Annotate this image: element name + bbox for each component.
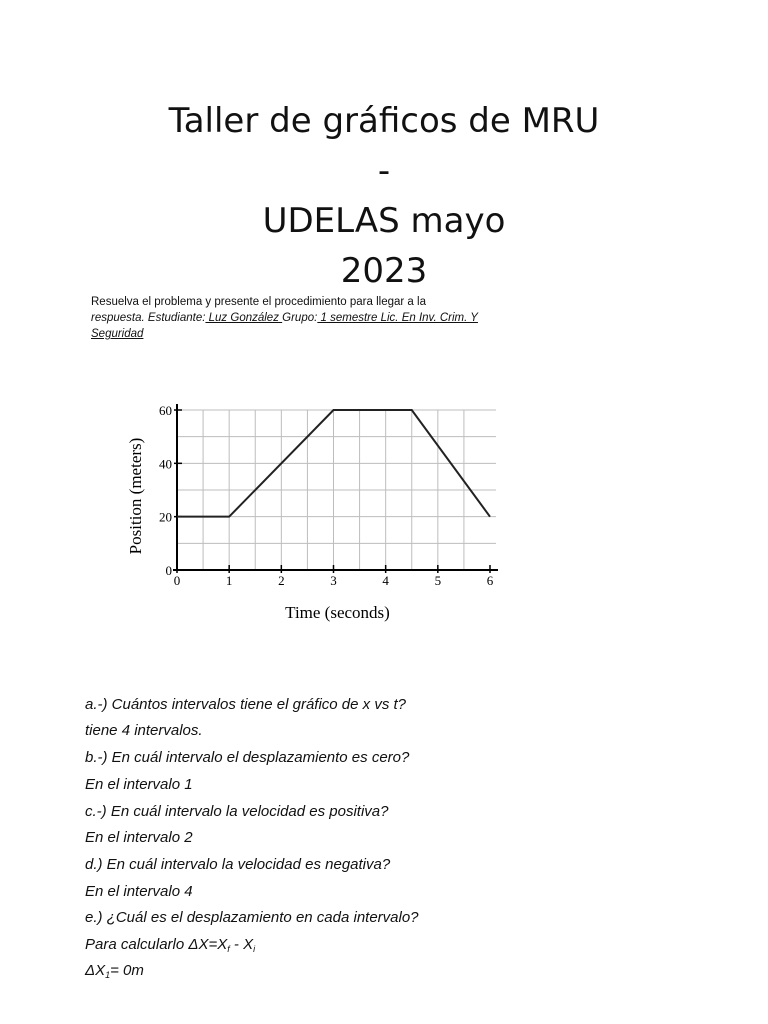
y-tick-label: 60 bbox=[159, 403, 172, 418]
x-axis-label: Time (seconds) bbox=[285, 603, 390, 622]
formula-x: X=X bbox=[198, 936, 228, 953]
result-x: X bbox=[95, 962, 106, 979]
subscript-f: f bbox=[227, 944, 230, 954]
student-name: Luz González bbox=[205, 312, 283, 324]
x-tick-label: 5 bbox=[434, 573, 442, 588]
y-tick-label: 20 bbox=[159, 509, 172, 525]
formula-minus: - X bbox=[229, 936, 254, 953]
position-time-chart bbox=[120, 392, 520, 632]
instructions-paragraph bbox=[91, 294, 541, 342]
delta-symbol: Δ bbox=[188, 936, 199, 953]
result-delta-symbol: Δ bbox=[85, 962, 96, 979]
y-tick-label: 0 bbox=[165, 563, 172, 578]
question-line: En el intervalo 1 bbox=[85, 776, 193, 793]
question-line: e.) ¿Cuál es el desplazamiento en cada intervalo? bbox=[85, 909, 419, 926]
question-line: a.-) Cuántos intervalos tiene el gráfico de x vs t? bbox=[85, 696, 406, 713]
instructions-line-2 bbox=[91, 310, 541, 326]
document-title-line-2: - bbox=[377, 151, 391, 191]
subscript-i: i bbox=[253, 944, 256, 954]
instructions-line-1: Resuelva el problema y presente el procedimiento para llegar a la bbox=[91, 296, 426, 308]
student-label: respuesta. Estudiante: bbox=[91, 312, 206, 324]
document-title-line-1: Taller de gráficos de MRU bbox=[168, 101, 600, 141]
x-tick-label: 0 bbox=[173, 573, 181, 588]
question-line: tiene 4 intervalos. bbox=[85, 722, 203, 739]
instructions-line-3 bbox=[91, 326, 541, 342]
group-value-continued: Seguridad bbox=[91, 328, 144, 340]
result-value: = 0m bbox=[110, 962, 144, 979]
y-tick-label: 40 bbox=[159, 456, 172, 472]
x-tick-label: 4 bbox=[382, 573, 389, 588]
formula-line bbox=[85, 936, 645, 958]
x-tick-label: 1 bbox=[225, 573, 233, 588]
question-line: d.) En cuál intervalo la velocidad es negativa? bbox=[85, 856, 391, 873]
result-subscript: 1 bbox=[105, 970, 111, 980]
group-value: 1 semestre Lic. En Inv. Crim. Y bbox=[317, 312, 478, 324]
question-line: c.-) En cuál intervalo la velocidad es positiva? bbox=[85, 803, 389, 820]
y-axis-label: Position (meters) bbox=[126, 437, 145, 555]
group-label: Grupo: bbox=[282, 312, 318, 324]
x-tick-label: 3 bbox=[330, 573, 337, 588]
result-line bbox=[85, 962, 645, 984]
question-line: En el intervalo 2 bbox=[85, 829, 193, 846]
x-tick-label: 2 bbox=[278, 573, 285, 588]
question-line: b.-) En cuál intervalo el desplazamiento es cero? bbox=[85, 749, 410, 766]
document-title-line-4: 2023 bbox=[340, 251, 428, 291]
x-tick-label: 6 bbox=[486, 573, 494, 588]
formula-prefix: Para calcularlo bbox=[85, 936, 189, 953]
question-line: En el intervalo 4 bbox=[85, 883, 193, 900]
document-title-line-3: UDELAS mayo bbox=[262, 201, 506, 241]
chart-svg bbox=[120, 392, 520, 632]
